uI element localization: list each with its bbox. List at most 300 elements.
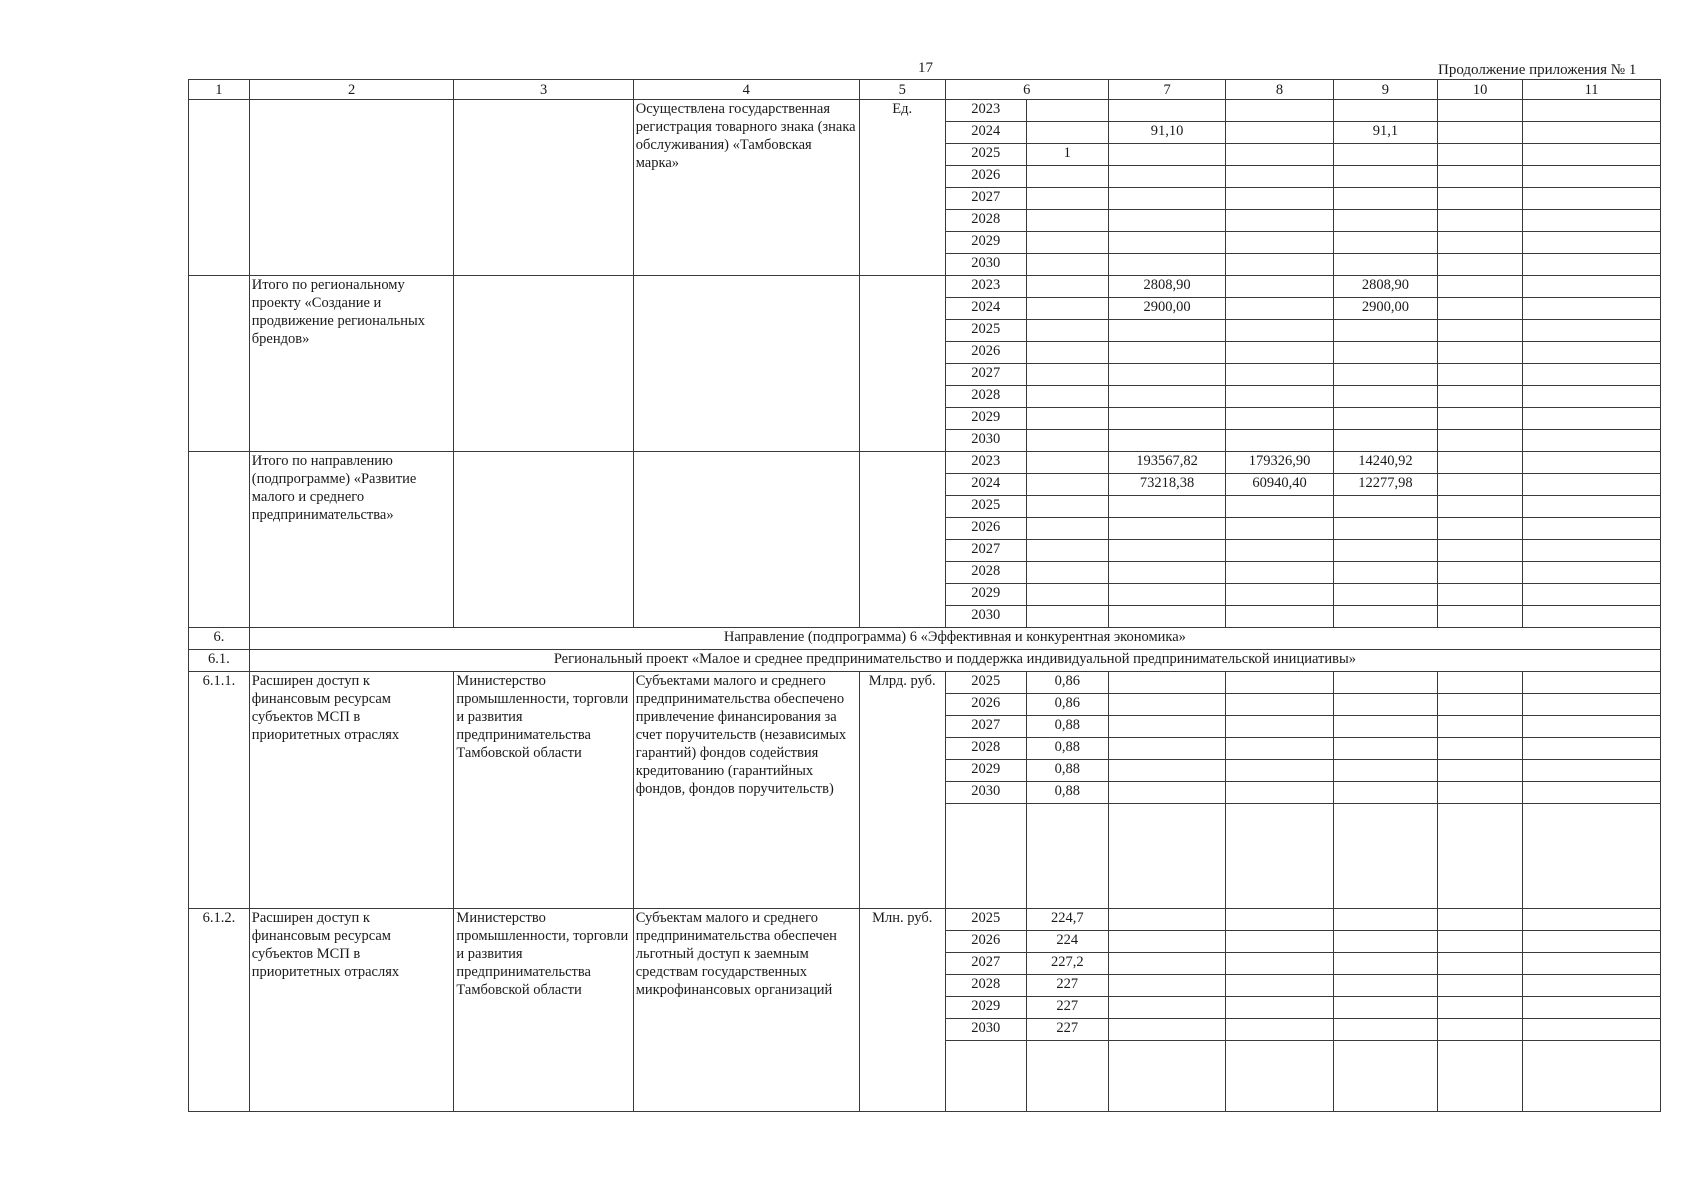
table-cell: [1226, 997, 1333, 1019]
value-col7: 2808,90: [1108, 276, 1226, 298]
value-col9: 91,1: [1333, 122, 1437, 144]
table-cell: [1438, 1041, 1523, 1112]
value-col7: 2900,00: [1108, 298, 1226, 320]
year-cell: 2027: [945, 953, 1026, 975]
table-cell: [1438, 606, 1523, 628]
table-cell: [1438, 1019, 1523, 1041]
table-cell: [1523, 122, 1661, 144]
table-cell: [1438, 953, 1523, 975]
table-cell: [1108, 909, 1226, 931]
year-cell: 2024: [945, 474, 1026, 496]
value-col7: [1108, 100, 1226, 122]
table-cell: [1026, 518, 1108, 540]
year-row: [189, 672, 1661, 694]
value-col8: [1226, 386, 1333, 408]
item-responsible: Министерство промышленности, торговли и развития предпринимательства Тамбовской области: [454, 909, 633, 1112]
table-cell: [1438, 364, 1523, 386]
table-cell: [1438, 804, 1523, 909]
table-cell: [1108, 953, 1226, 975]
year-cell: 2025: [945, 496, 1026, 518]
table-cell: [1523, 254, 1661, 276]
column-header: 4: [633, 80, 859, 100]
value-col9: [1333, 496, 1437, 518]
table-cell: [1108, 738, 1226, 760]
table-cell: [1523, 997, 1661, 1019]
continuation-label: Продолжение приложения № 1: [1438, 62, 1637, 78]
value-col6: 227: [1026, 975, 1108, 997]
year-cell: 2023: [945, 100, 1026, 122]
value-col9: [1333, 584, 1437, 606]
value-col6: [1026, 166, 1108, 188]
table-cell: [1438, 408, 1523, 430]
column-header: 11: [1523, 80, 1661, 100]
year-cell: 2027: [945, 364, 1026, 386]
table-cell: [1026, 386, 1108, 408]
table-cell: [1523, 364, 1661, 386]
year-cell: 2024: [945, 298, 1026, 320]
value-col8: [1226, 606, 1333, 628]
table-cell: [1438, 518, 1523, 540]
table-cell: [1108, 931, 1226, 953]
table-cell: [859, 276, 945, 452]
value-col9: [1333, 210, 1437, 232]
header-row: [189, 80, 1661, 100]
table-cell: [454, 452, 633, 628]
value-col7: [1108, 342, 1226, 364]
year-cell: 2029: [945, 408, 1026, 430]
value-col6: 0,88: [1026, 782, 1108, 804]
table-cell: [1438, 716, 1523, 738]
table-cell: [1108, 1041, 1226, 1112]
value-col9: [1333, 518, 1437, 540]
value-col9: [1333, 166, 1437, 188]
table-cell: [1438, 738, 1523, 760]
value-col8: [1226, 408, 1333, 430]
value-col9: [1333, 342, 1437, 364]
table-cell: [1523, 320, 1661, 342]
table-cell: [1523, 562, 1661, 584]
table-cell: [1438, 474, 1523, 496]
value-col9: [1333, 188, 1437, 210]
table-cell: [859, 452, 945, 628]
table-cell: [1523, 804, 1661, 909]
value-col8: [1226, 188, 1333, 210]
value-col9: [1333, 408, 1437, 430]
table-cell: [1438, 997, 1523, 1019]
table-cell: [1523, 540, 1661, 562]
table-cell: [1333, 931, 1437, 953]
table-cell: [1438, 100, 1523, 122]
value-col8: [1226, 518, 1333, 540]
year-row: [189, 909, 1661, 931]
table-cell: [1438, 540, 1523, 562]
table-cell: [1026, 342, 1108, 364]
item-indicator: Субъектами малого и среднего предпринимательства обеспечено привлечение финансирования за счет поручительств (независимых гарантий) фондов содействия кредитованию (гарантийных фондов, фондов поручительств): [633, 672, 859, 909]
value-col8: [1226, 430, 1333, 452]
table-cell: [1523, 953, 1661, 975]
year-cell: 2023: [945, 276, 1026, 298]
value-col6: 0,88: [1026, 760, 1108, 782]
value-col6: [1026, 188, 1108, 210]
table-cell: [1333, 694, 1437, 716]
value-col9: [1333, 254, 1437, 276]
value-col7: [1108, 232, 1226, 254]
table-cell: [1333, 1019, 1437, 1041]
value-col6: 0,88: [1026, 738, 1108, 760]
table-cell: [1108, 782, 1226, 804]
value-col7: [1108, 364, 1226, 386]
value-col7: [1108, 320, 1226, 342]
value-col8: [1226, 254, 1333, 276]
table-cell: [1523, 760, 1661, 782]
section-heading: [189, 628, 1661, 650]
table-cell: [1438, 298, 1523, 320]
year-cell: 2030: [945, 782, 1026, 804]
value-col9: [1333, 430, 1437, 452]
value-col7: [1108, 144, 1226, 166]
value-col9: [1333, 540, 1437, 562]
table-cell: [1026, 298, 1108, 320]
value-col6: 0,86: [1026, 694, 1108, 716]
value-col7: [1108, 584, 1226, 606]
table-cell: [1438, 254, 1523, 276]
table-cell: [1438, 232, 1523, 254]
table-cell: [1523, 474, 1661, 496]
section-number: 6.1.: [189, 650, 250, 672]
table-cell: [1523, 716, 1661, 738]
value-col7: [1108, 386, 1226, 408]
year-cell: 2029: [945, 760, 1026, 782]
column-header: 8: [1226, 80, 1333, 100]
table-cell: [1226, 804, 1333, 909]
value-col7: [1108, 408, 1226, 430]
value-col7: [1108, 166, 1226, 188]
value-col6: [1026, 254, 1108, 276]
table-cell: [1523, 188, 1661, 210]
table-cell: [1226, 931, 1333, 953]
table-cell: [1226, 738, 1333, 760]
table-cell: [189, 452, 250, 628]
year-cell: 2023: [945, 452, 1026, 474]
table-cell: [1523, 144, 1661, 166]
table-cell: [1523, 1019, 1661, 1041]
table-cell: [1438, 584, 1523, 606]
table-cell: [1108, 760, 1226, 782]
table-cell: [1523, 606, 1661, 628]
table-cell: [1523, 584, 1661, 606]
value-col6: 227: [1026, 1019, 1108, 1041]
value-col9: [1333, 144, 1437, 166]
table-cell: [1226, 672, 1333, 694]
year-cell: 2025: [945, 320, 1026, 342]
value-col6: [1026, 232, 1108, 254]
value-col6: 224,7: [1026, 909, 1108, 931]
value-col9: [1333, 386, 1437, 408]
value-col6: [1026, 100, 1108, 122]
value-col8: [1226, 100, 1333, 122]
table-cell: [1523, 408, 1661, 430]
table-cell: [1226, 909, 1333, 931]
year-cell: 2025: [945, 909, 1026, 931]
table-cell: [1108, 804, 1226, 909]
table-cell: [1523, 738, 1661, 760]
table-cell: [1108, 975, 1226, 997]
table-cell: [1333, 1041, 1437, 1112]
table-cell: [1523, 672, 1661, 694]
value-col7: [1108, 562, 1226, 584]
table-cell: [1108, 672, 1226, 694]
value-col9: 2900,00: [1333, 298, 1437, 320]
table-cell: [1523, 782, 1661, 804]
table-cell: [1523, 430, 1661, 452]
table-cell: [1438, 562, 1523, 584]
table-cell: [1026, 408, 1108, 430]
value-col8: 60940,40: [1226, 474, 1333, 496]
table-cell: [1026, 606, 1108, 628]
table-cell: [1226, 716, 1333, 738]
total-label: Итого по региональному проекту «Создание и продвижение региональных брендов»: [249, 276, 454, 452]
value-col6: [1026, 210, 1108, 232]
value-col9: [1333, 562, 1437, 584]
value-col9: [1333, 320, 1437, 342]
value-col7: [1108, 188, 1226, 210]
year-row: [189, 452, 1661, 474]
value-col6: 1: [1026, 144, 1108, 166]
table-cell: [1333, 909, 1437, 931]
table-cell: [1523, 100, 1661, 122]
value-col7: [1108, 430, 1226, 452]
table-cell: [1226, 782, 1333, 804]
table-cell: [1438, 166, 1523, 188]
table-cell: [1523, 232, 1661, 254]
table-cell: [1438, 386, 1523, 408]
table-cell: [454, 100, 633, 276]
table-cell: [1438, 210, 1523, 232]
table-cell: [1226, 975, 1333, 997]
value-col8: [1226, 320, 1333, 342]
table-cell: [1438, 122, 1523, 144]
year-cell: 2029: [945, 232, 1026, 254]
table-cell: [1333, 782, 1437, 804]
year-cell: 2030: [945, 606, 1026, 628]
year-cell: 2028: [945, 562, 1026, 584]
table-cell: [1226, 760, 1333, 782]
table-cell: [1438, 672, 1523, 694]
year-row: [189, 276, 1661, 298]
value-col9: 2808,90: [1333, 276, 1437, 298]
table-cell: [1438, 694, 1523, 716]
table-cell: [945, 804, 1026, 909]
table-cell: [189, 276, 250, 452]
table-cell: [249, 100, 454, 276]
year-cell: 2026: [945, 166, 1026, 188]
table-cell: [1026, 364, 1108, 386]
section-number: 6.: [189, 628, 250, 650]
year-row: [189, 100, 1661, 122]
year-cell: 2030: [945, 430, 1026, 452]
section-title: Направление (подпрограмма) 6 «Эффективная и конкурентная экономика»: [249, 628, 1660, 650]
table-cell: [1333, 975, 1437, 997]
table-cell: [1333, 997, 1437, 1019]
table-cell: [1026, 496, 1108, 518]
table-cell: [1523, 166, 1661, 188]
table-cell: [1523, 342, 1661, 364]
table-cell: [1523, 298, 1661, 320]
value-col6: 227,2: [1026, 953, 1108, 975]
value-col8: [1226, 276, 1333, 298]
table-cell: [1523, 975, 1661, 997]
year-cell: 2030: [945, 254, 1026, 276]
year-cell: 2029: [945, 584, 1026, 606]
table-cell: [1333, 716, 1437, 738]
value-col9: 12277,98: [1333, 474, 1437, 496]
table-cell: [1026, 540, 1108, 562]
value-col8: [1226, 562, 1333, 584]
total-label: Итого по направлению (подпрограмме) «Развитие малого и среднего предпринимательства»: [249, 452, 454, 628]
value-col7: 193567,82: [1108, 452, 1226, 474]
value-col6: [1026, 122, 1108, 144]
year-cell: 2029: [945, 997, 1026, 1019]
value-col8: [1226, 232, 1333, 254]
column-header: 10: [1438, 80, 1523, 100]
table-cell: [1026, 1041, 1108, 1112]
year-cell: 2025: [945, 672, 1026, 694]
value-col7: [1108, 496, 1226, 518]
value-col8: [1226, 584, 1333, 606]
appendix-table: [188, 79, 1661, 1112]
table-cell: [1108, 997, 1226, 1019]
value-col8: [1226, 166, 1333, 188]
table-cell: [1026, 584, 1108, 606]
table-cell: [1026, 430, 1108, 452]
value-col7: [1108, 606, 1226, 628]
unit-cell: Млн. руб.: [859, 909, 945, 1112]
table-cell: [1226, 694, 1333, 716]
year-cell: 2026: [945, 342, 1026, 364]
table-cell: [1026, 562, 1108, 584]
subsection-heading: [189, 650, 1661, 672]
year-cell: 2028: [945, 210, 1026, 232]
value-col8: [1226, 298, 1333, 320]
column-header: 7: [1108, 80, 1226, 100]
table-cell: [1333, 738, 1437, 760]
table-cell: [1108, 694, 1226, 716]
value-col7: [1108, 540, 1226, 562]
column-header: 5: [859, 80, 945, 100]
table-cell: [1108, 1019, 1226, 1041]
table-cell: [1523, 452, 1661, 474]
page-number: 17: [918, 60, 933, 76]
value-col8: [1226, 122, 1333, 144]
table-cell: [1523, 210, 1661, 232]
item-indicator: Субъектам малого и среднего предпринимательства обеспечен льготный доступ к заемным средствам государственных микрофинансовых организаций: [633, 909, 859, 1112]
table-cell: [1226, 1019, 1333, 1041]
value-col6: 224: [1026, 931, 1108, 953]
value-col8: [1226, 144, 1333, 166]
item-responsible: Министерство промышленности, торговли и развития предпринимательства Тамбовской области: [454, 672, 633, 909]
year-cell: 2028: [945, 386, 1026, 408]
value-col8: 179326,90: [1226, 452, 1333, 474]
table-cell: [1438, 931, 1523, 953]
table-cell: [1333, 953, 1437, 975]
item-result: Расширен доступ к финансовым ресурсам субъектов МСП в приоритетных отраслях: [249, 909, 454, 1112]
table-cell: [1523, 694, 1661, 716]
value-col9: [1333, 606, 1437, 628]
year-cell: 2024: [945, 122, 1026, 144]
table-cell: [454, 276, 633, 452]
table-cell: [1438, 188, 1523, 210]
table-cell: [1523, 496, 1661, 518]
year-cell: 2026: [945, 518, 1026, 540]
value-col9: [1333, 100, 1437, 122]
year-cell: 2025: [945, 144, 1026, 166]
table-cell: [1026, 452, 1108, 474]
table-cell: [633, 452, 859, 628]
table-cell: [1438, 909, 1523, 931]
item-result: Расширен доступ к финансовым ресурсам субъектов МСП в приоритетных отраслях: [249, 672, 454, 909]
item-number: 6.1.2.: [189, 909, 250, 1112]
table-cell: [1333, 760, 1437, 782]
year-cell: 2027: [945, 716, 1026, 738]
table-cell: [1523, 518, 1661, 540]
table-cell: [1438, 452, 1523, 474]
result-text: Осуществлена государственная регистрация товарного знака (знака обслуживания) «Тамбовская марка»: [633, 100, 859, 276]
column-header: 2: [249, 80, 454, 100]
column-header: 6: [945, 80, 1108, 100]
table-cell: [1523, 909, 1661, 931]
table-cell: [1438, 496, 1523, 518]
value-col8: [1226, 210, 1333, 232]
value-col6: 227: [1026, 997, 1108, 1019]
table-cell: [1523, 276, 1661, 298]
table-cell: [189, 100, 250, 276]
value-col7: 91,10: [1108, 122, 1226, 144]
unit-cell: Ед.: [859, 100, 945, 276]
table-cell: [1438, 782, 1523, 804]
value-col9: [1333, 232, 1437, 254]
year-cell: 2027: [945, 188, 1026, 210]
value-col7: 73218,38: [1108, 474, 1226, 496]
table-cell: [1438, 430, 1523, 452]
value-col6: 0,88: [1026, 716, 1108, 738]
section-title: Региональный проект «Малое и среднее предпринимательство и поддержка индивидуальной предпринимательской инициативы»: [249, 650, 1660, 672]
table-cell: [1108, 716, 1226, 738]
column-header: 3: [454, 80, 633, 100]
value-col7: [1108, 254, 1226, 276]
item-number: 6.1.1.: [189, 672, 250, 909]
year-cell: 2030: [945, 1019, 1026, 1041]
value-col9: 14240,92: [1333, 452, 1437, 474]
table-cell: [1438, 760, 1523, 782]
table-cell: [1523, 1041, 1661, 1112]
table-cell: [1026, 320, 1108, 342]
year-cell: 2026: [945, 931, 1026, 953]
table-cell: [945, 1041, 1026, 1112]
column-header: 9: [1333, 80, 1437, 100]
year-cell: 2028: [945, 975, 1026, 997]
table-cell: [1333, 804, 1437, 909]
value-col8: [1226, 342, 1333, 364]
year-cell: 2028: [945, 738, 1026, 760]
year-cell: 2027: [945, 540, 1026, 562]
table-cell: [1226, 953, 1333, 975]
table-cell: [1523, 386, 1661, 408]
table-cell: [1438, 975, 1523, 997]
value-col8: [1226, 364, 1333, 386]
table-cell: [1026, 474, 1108, 496]
table-cell: [633, 276, 859, 452]
value-col8: [1226, 496, 1333, 518]
